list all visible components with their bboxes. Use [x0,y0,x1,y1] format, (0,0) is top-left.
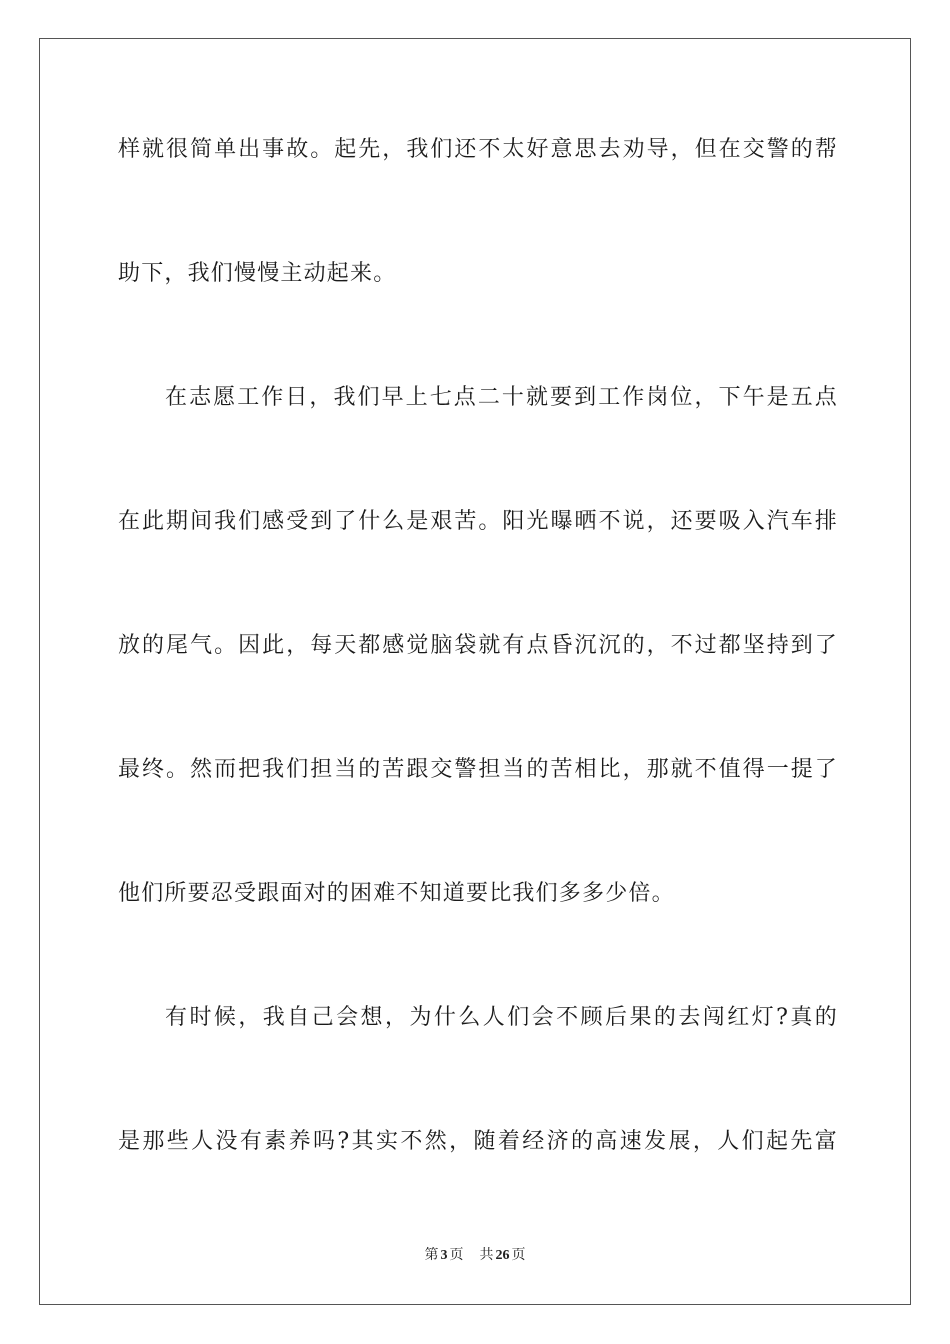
page-prefix: 第 [424,1247,439,1263]
text-line-3: 在志愿工作日，我们早上七点二十就要到工作岗位，下午是五点 [165,385,838,410]
page-suffix: 页 [449,1247,464,1263]
total-suffix: 页 [511,1247,526,1263]
text-line-9: 是那些人没有素养吗?其实不然，随着经济的高速发展，人们起先富 [118,1129,838,1154]
text-line-6: 最终。然而把我们担当的苦跟交警担当的苦相比，那就不值得一提了 [118,757,838,782]
text-line-7: 他们所要忍受跟面对的困难不知道要比我们多多少倍。 [118,881,675,906]
total-pages: 26 [495,1248,510,1263]
text-line-1: 样就很简单出事故。起先，我们还不太好意思去劝导，但在交警的帮 [118,137,838,162]
text-line-8: 有时候，我自己会想，为什么人们会不顾后果的去闯红灯?真的 [165,1005,838,1030]
page-number: 3 [440,1248,448,1263]
text-line-5: 放的尾气。因此，每天都感觉脑袋就有点昏沉沉的，不过都坚持到了 [118,633,838,658]
text-line-4: 在此期间我们感受到了什么是艰苦。阳光曝晒不说，还要吸入汽车排 [118,509,838,534]
text-line-2: 助下，我们慢慢主动起来。 [118,261,397,286]
total-prefix: 共 [479,1247,494,1263]
page-footer [0,1245,950,1266]
page-border [39,38,911,1305]
